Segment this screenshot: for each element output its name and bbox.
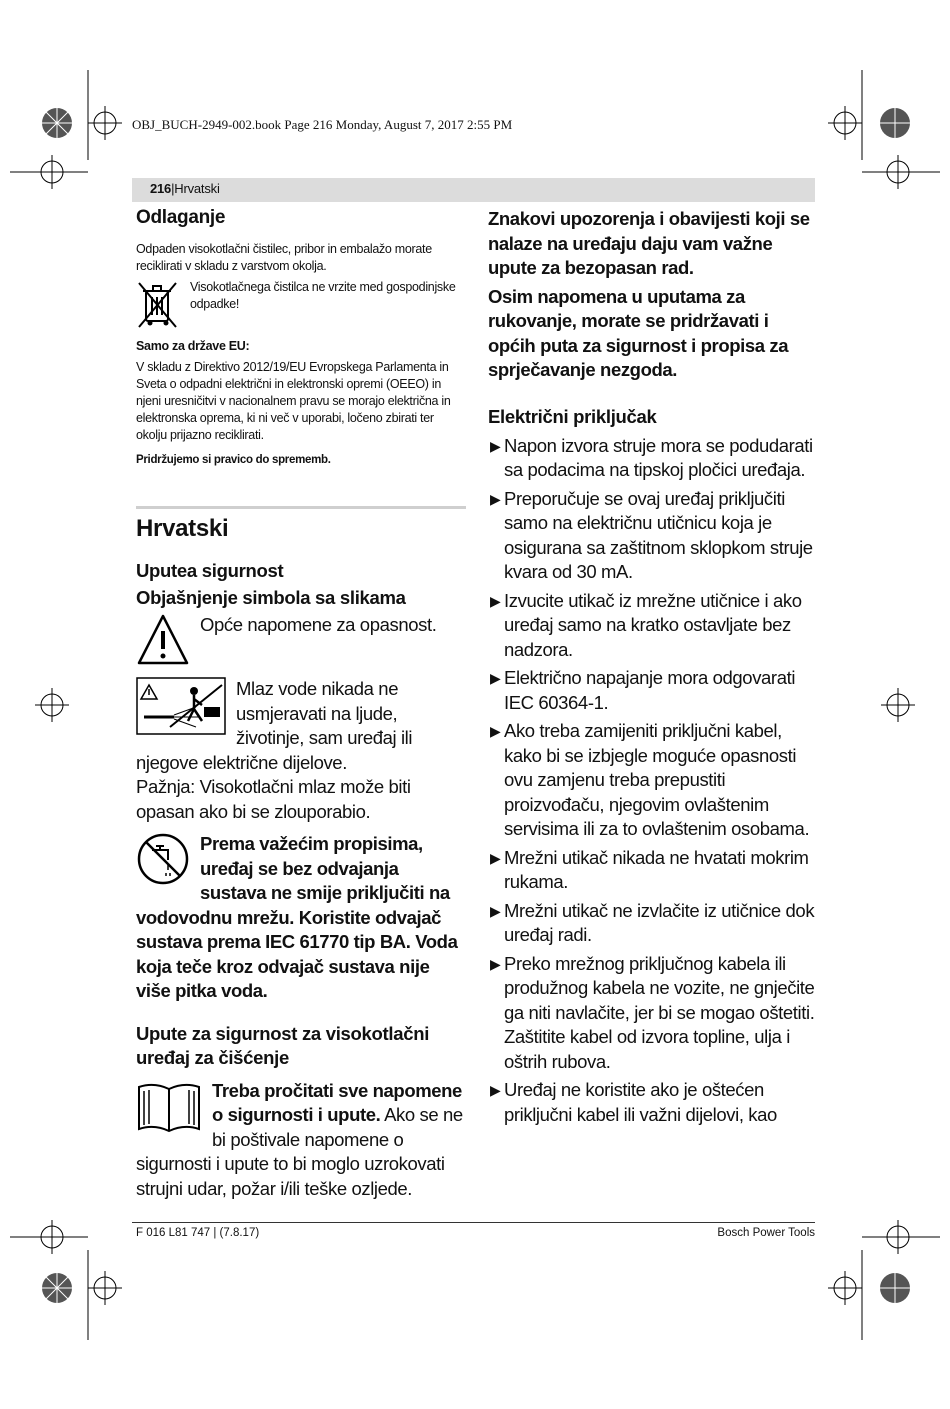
bullet-marker-icon: ▶ <box>490 437 501 454</box>
bullet-marker-icon: ▶ <box>490 490 501 507</box>
page-header <box>150 181 220 196</box>
right-column <box>488 207 818 1131</box>
disposal-text: Odpaden visokotlačni čistilec, pribor in embalažo morate reciklirati v skladu z varstvom okolja. <box>136 242 432 273</box>
list-item: ▶ Električno napajanje mora odgovarati IEC 60364-1. <box>490 667 796 713</box>
list-item: ▶ Izvucite utikač iz mrežne utičnice i ako uređaj samo na kratko ostavljate bez nadzora. <box>490 589 802 660</box>
warning-text: Opće napomene za opasnost. <box>200 614 437 635</box>
water-jet-hazard-icon <box>136 677 226 735</box>
language-title: Hrvatski <box>136 515 229 542</box>
list-item: ▶ Preko mrežnog priključnog kabela ili produžnog kabela ne vozite, ne gnječite ga niti navlačite, jer bi se mogao oštetiti. Zaštitite kabel od izvora topline, ulja i oštrih rubova. <box>490 952 815 1072</box>
footer-brand: Bosch Power Tools <box>717 1227 815 1239</box>
bullet-marker-icon: ▶ <box>490 670 501 686</box>
water-jet-note: Pažnja: Visokotlačni mlaz može biti opasan ako bi se zlouporabio. <box>136 776 411 822</box>
bullet-marker-icon: ▶ <box>490 955 501 972</box>
footer-rule <box>132 1222 815 1223</box>
water-jet-text: Mlaz vode nikada ne usmjeravati na ljude, životinje, sam uređaj ili njegove električne dijelove. <box>136 678 413 773</box>
eu-text: V skladu z Direktivo 2012/19/EU Evropskega Parlamenta in Sveta o odpadni električni in elektronski opremi (OEEO) in njeni uresničitvi v nacionalnem pravu se morajo električna in elektronska oprema, ki ni več v uporabi, ločeno zbirati ter okolju prijazno reciklirati. <box>136 360 451 442</box>
intro-warning-signs: Znakovi upozorenja i obavijesti koji se nalaze na uređaju daju vam važne upute za bezopasan rad. <box>488 208 810 278</box>
list-item: ▶ Uređaj ne koristite ako je oštećen priključni kabel ili važni dijelovi, kao <box>490 1079 777 1125</box>
bullet-marker-icon: ▶ <box>490 1082 501 1098</box>
left-column <box>136 207 466 1201</box>
bullet-marker-icon: ▶ <box>490 849 501 866</box>
header-separator: | <box>171 181 175 196</box>
crossed-bin-icon <box>136 279 180 331</box>
safety-title: Uputea sigurnost <box>136 560 284 581</box>
symbols-title: Objašnjenje simbola sa slikama <box>136 587 406 608</box>
electric-bullet-list <box>488 434 818 1128</box>
list-item: ▶ Napon izvora struje mora se podudarati sa podacima na tipskoj pločici uređaja. <box>490 434 813 480</box>
page-header-bar <box>132 178 815 202</box>
water-jet-row <box>136 677 466 775</box>
no-tap-text: Prema važećim propisima, uređaj se bez odvajanja sustava ne smije priključiti na vodovodnu mrežu. Koristite odvajač sustava prema IEC 61770 tip BA. Voda koja teče kroz odvajač sustava nije više pitka voda. <box>136 833 458 1001</box>
disposal-icon-text: Visokotlačnega čistilca ne vrzite med gospodinjske odpadke! <box>190 280 456 311</box>
list-item: ▶ Mrežni utikač nikada ne hvatati mokrim rukama. <box>490 846 809 892</box>
read-manual-text: Ako se ne bi poštivale napomene o sigurnosti i upute to bi moglo uzrokovati strujni udar, požar i/ili teške ozljede. <box>136 1104 463 1199</box>
list-item: ▶ Preporučuje se ovaj uređaj priključiti samo na električnu utičnicu koja je osigurana sa zaštitnom sklopkom struje kvara od 30 mA. <box>490 487 813 582</box>
footer-doc-code: F 016 L81 747 | (7.8.17) <box>136 1227 260 1239</box>
electric-connection-title: Električni priključak <box>488 405 657 427</box>
weee-block <box>136 279 466 331</box>
eu-title: Samo za države EU: <box>136 339 250 353</box>
cleaner-safety-title: Upute za sigurnost za visokotlačni uređaj za čišćenje <box>136 1022 430 1068</box>
read-manual-bold: Treba pročitati sve napomene o sigurnosti i upute. <box>212 1079 462 1125</box>
list-item: ▶ Mrežni utikač ne izvlačite iz utičnice dok uređaj radi. <box>490 899 815 945</box>
no-tap-row <box>136 832 466 1004</box>
list-item: ▶ Ako treba zamijeniti priključni kabel, kako bi se izbjegle moguće opasnosti ovu zamjenu treba prepustiti proizvođaču, njegovim ovlaštenim servisima ili za to ovlaštenim osobama. <box>490 720 810 839</box>
file-header: OBJ_BUCH-2949-002.book Page 216 Monday, August 7, 2017 2:55 PM <box>132 117 513 132</box>
read-manual-row <box>136 1079 466 1202</box>
section-divider <box>136 506 466 509</box>
disposal-title: Odlaganje <box>136 207 226 228</box>
rights-text: Pridržujemo si pravico do sprememb. <box>136 454 331 466</box>
bullet-marker-icon: ▶ <box>490 723 501 739</box>
header-language: Hrvatski <box>174 181 220 196</box>
open-book-icon <box>136 1079 202 1135</box>
intro-general-safety: Osim napomena u uputama za rukovanje, morate se pridržavati i općih puta za sigurnost i propisa za sprječavanje nezgoda. <box>488 285 789 380</box>
bullet-marker-icon: ▶ <box>490 902 501 919</box>
warning-triangle-icon <box>136 613 190 667</box>
warning-row <box>136 613 466 667</box>
page-number: 216 <box>150 181 172 196</box>
no-tap-connection-icon <box>136 832 190 886</box>
bullet-marker-icon: ▶ <box>490 592 501 609</box>
